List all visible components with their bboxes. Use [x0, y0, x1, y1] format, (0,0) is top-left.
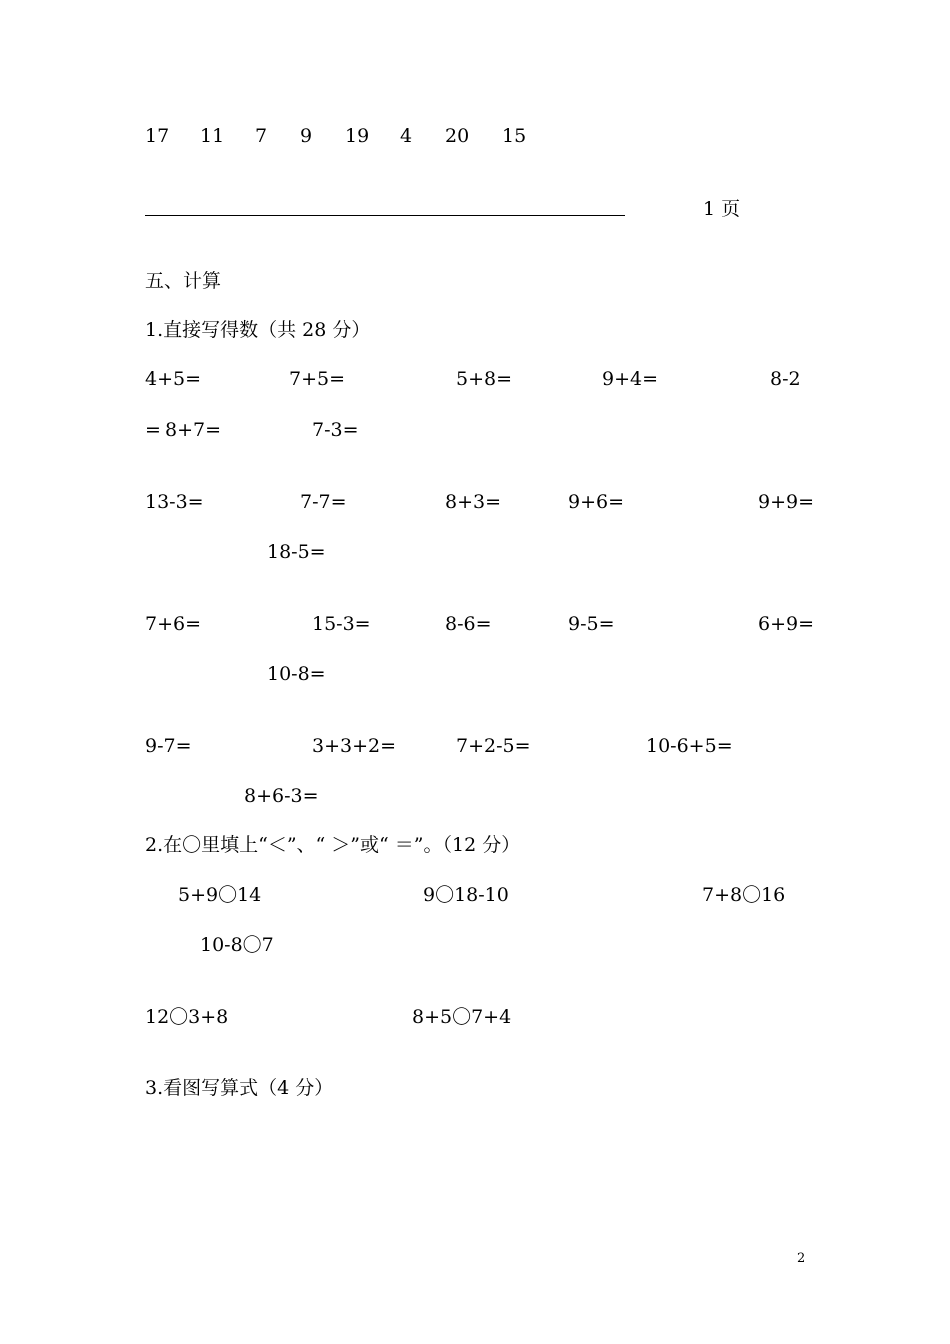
comparison: 10-8〇7 — [200, 934, 274, 956]
equation: 8+6-3= — [244, 785, 319, 807]
page-reference: 1 页 — [703, 198, 741, 220]
equation: 10-8= — [267, 663, 326, 685]
comparison: 5+9〇14 — [178, 884, 262, 906]
top-number: 4 — [400, 125, 413, 147]
top-number: 7 — [255, 125, 268, 147]
equation: 7-7= — [300, 491, 347, 513]
equation: 13-3= — [145, 491, 204, 513]
comparison: 12〇3+8 — [145, 1006, 229, 1028]
equation: = — [145, 419, 161, 441]
top-number: 9 — [300, 125, 313, 147]
top-number: 19 — [345, 125, 370, 147]
equation: 9+6= — [568, 491, 625, 513]
comparison: 7+8〇16 — [702, 884, 786, 906]
equation: 9+4= — [602, 368, 659, 390]
equation: 6+9= — [758, 613, 815, 635]
equation: 10-6+5= — [646, 735, 733, 757]
top-number: 11 — [200, 125, 225, 147]
equation: 9+9= — [758, 491, 815, 513]
comparison: 8+5〇7+4 — [412, 1006, 512, 1028]
question-title: 1.直接写得数（共 28 分） — [145, 319, 371, 341]
equation: 7+2-5= — [456, 735, 531, 757]
top-number: 20 — [445, 125, 470, 147]
equation: 3+3+2= — [312, 735, 397, 757]
horizontal-rule — [145, 215, 625, 216]
top-number: 17 — [145, 125, 170, 147]
equation: 8+3= — [445, 491, 502, 513]
equation: 15-3= — [312, 613, 371, 635]
equation: 8+7= — [165, 419, 222, 441]
equation: 5+8= — [456, 368, 513, 390]
equation: 4+5= — [145, 368, 202, 390]
question-title: 3.看图写算式（4 分） — [145, 1077, 334, 1099]
comparison: 9〇18-10 — [423, 884, 509, 906]
equation: 18-5= — [267, 541, 326, 563]
equation: 7+5= — [289, 368, 346, 390]
equation: 8-6= — [445, 613, 492, 635]
equation: 7+6= — [145, 613, 202, 635]
top-number: 15 — [502, 125, 527, 147]
equation: 7-3= — [312, 419, 359, 441]
equation: 8-2 — [770, 368, 801, 390]
question-title: 2.在〇里填上“＜”、“ ＞”或“ ＝”。（12 分） — [145, 834, 521, 856]
section-title: 五、计算 — [145, 270, 222, 292]
equation: 9-5= — [568, 613, 615, 635]
page-number: 2 — [797, 1251, 806, 1266]
equation: 9-7= — [145, 735, 192, 757]
